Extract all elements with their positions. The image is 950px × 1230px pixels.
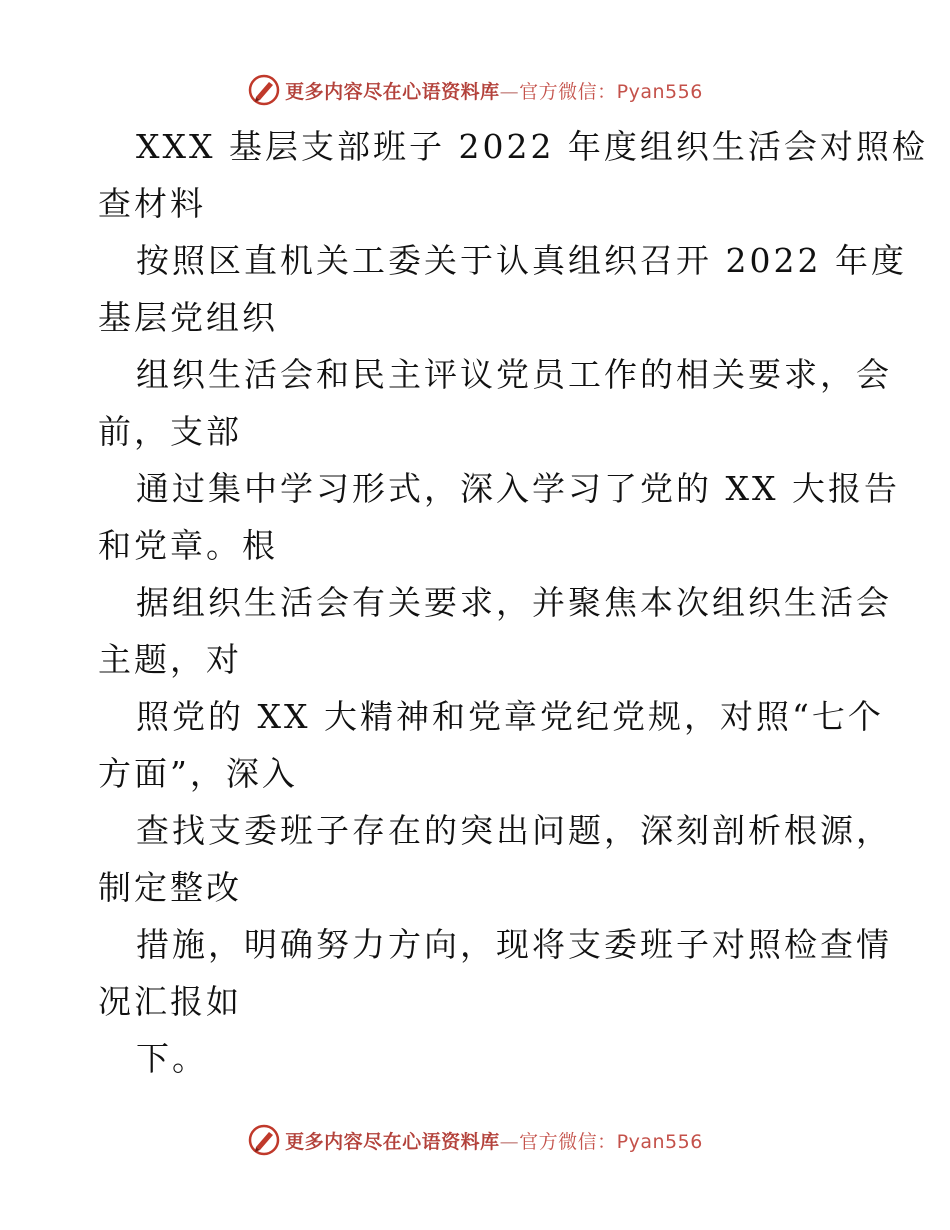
text-line: 况汇报如: [98, 982, 242, 1021]
text-line: 下。: [136, 1039, 208, 1078]
watermark-main: 更多内容尽在心语资料库: [285, 80, 500, 103]
footer-watermark: [0, 1120, 950, 1160]
watermark-sub: 官方微信：Pyan556: [519, 80, 703, 103]
text-line: 查材料: [98, 184, 206, 223]
text-line: XXX 基层支部班子 2022 年度组织生活会对照检: [136, 127, 928, 166]
text-line: 查找支委班子存在的突出问题，深刻剖析根源，: [136, 811, 892, 850]
text-line: 照党的 XX 大精神和党章党纪党规，对照“七个: [136, 697, 884, 736]
text-line: 措施，明确努力方向，现将支委班子对照检查情: [136, 925, 892, 964]
watermark-separator: —: [499, 1130, 520, 1153]
text-line: 基层党组织: [98, 298, 278, 337]
pen-logo-icon: [247, 1123, 281, 1157]
header-watermark: [0, 70, 950, 110]
text-line: 主题，对: [98, 640, 242, 679]
text-line: 组织生活会和民主评议党员工作的相关要求，会: [136, 355, 892, 394]
watermark-main: 更多内容尽在心语资料库: [285, 1130, 500, 1153]
text-line: 通过集中学习形式，深入学习了党的 XX 大报告: [136, 469, 900, 508]
watermark-text: [285, 1127, 703, 1154]
text-line: 按照区直机关工委关于认真组织召开 2022 年度: [136, 241, 907, 280]
text-line: 方面”，深入: [98, 754, 298, 793]
text-line: 据组织生活会有关要求，并聚焦本次组织生活会: [136, 583, 892, 622]
document-body: [98, 118, 928, 1087]
pen-logo-icon: [247, 73, 281, 107]
text-line: 和党章。根: [98, 526, 278, 565]
text-line: 前，支部: [98, 412, 242, 451]
watermark-text: [285, 77, 703, 104]
watermark-separator: —: [499, 80, 520, 103]
text-line: 制定整改: [98, 868, 242, 907]
watermark-sub: 官方微信：Pyan556: [519, 1130, 703, 1153]
